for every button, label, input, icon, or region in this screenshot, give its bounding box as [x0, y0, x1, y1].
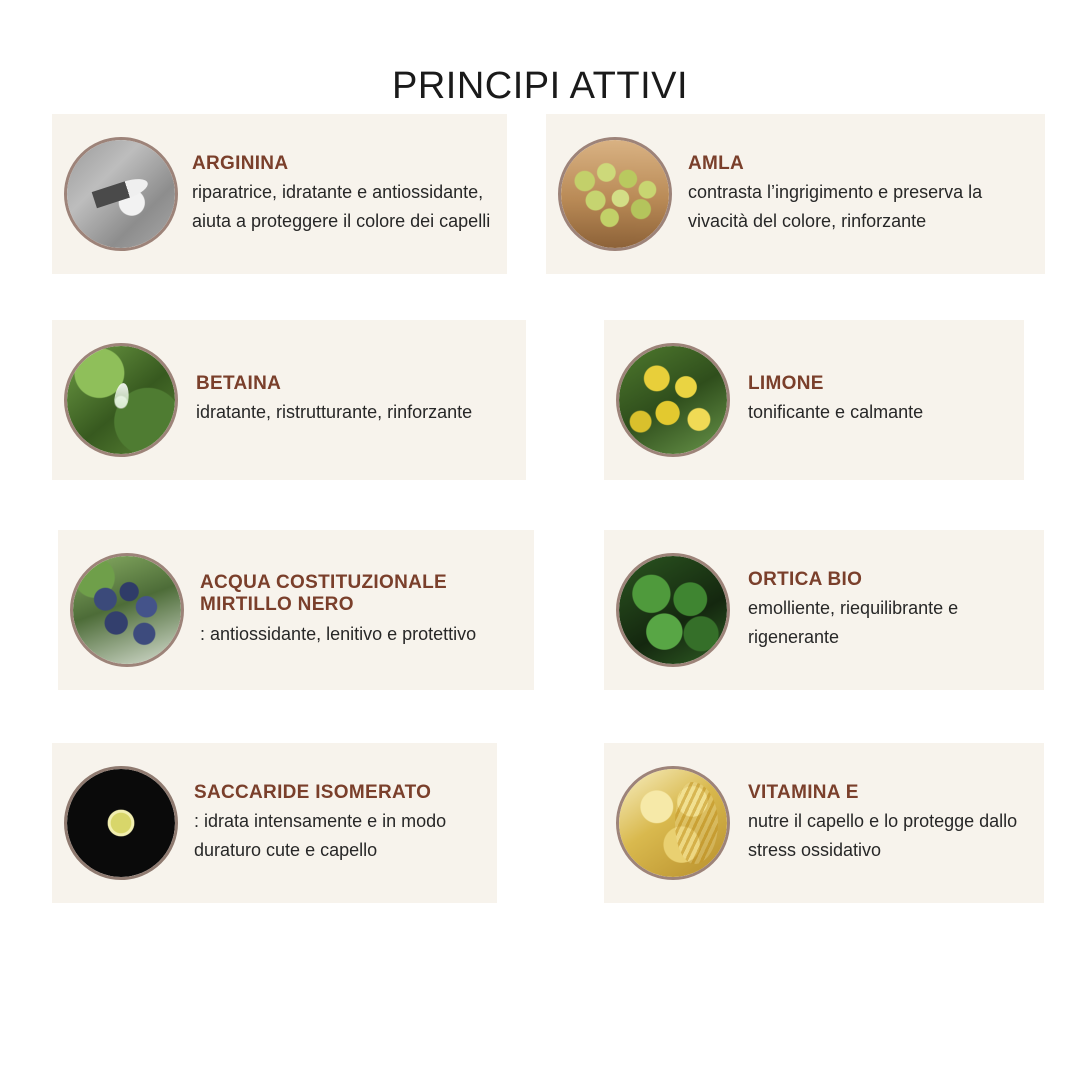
ingredient-card-limone [604, 320, 1024, 480]
arginine-powder-scoop-icon [64, 137, 178, 251]
ingredient-card-body [200, 572, 520, 648]
ingredient-card-ortica-bio [604, 530, 1044, 690]
ingredient-title: BETAINA [196, 373, 282, 395]
ingredient-card-arginina [52, 114, 507, 274]
lemon-tree-icon [616, 343, 730, 457]
ingredient-card-vitamina-e [604, 743, 1044, 903]
blueberries-icon [70, 553, 184, 667]
ingredient-title: SACCARIDE ISOMERATO [194, 781, 432, 803]
ingredient-title: ORTICA BIO [748, 568, 863, 590]
oil-bowl-icon [64, 766, 178, 880]
ingredient-card-body [194, 782, 483, 864]
ingredient-title: VITAMINA E [748, 781, 859, 803]
ingredient-card-body [192, 153, 493, 235]
ingredient-description: idratante, ristrutturante, rinforzante [196, 402, 473, 423]
vitamin-e-capsules-icon [616, 766, 730, 880]
ingredient-card-body [748, 373, 1010, 427]
ingredient-title: ARGININA [192, 152, 289, 174]
ingredient-card-amla [546, 114, 1045, 274]
page-title: PRINCIPI ATTIVI [391, 65, 689, 108]
ingredient-description: emolliente, riequilibrante e rigenerante [748, 598, 959, 647]
ingredient-card-mirtillo-nero [58, 530, 534, 690]
ingredient-description: riparatrice, idratante e antiossidante, aiuta a proteggere il colore dei capelli [192, 182, 491, 231]
ingredient-description: nutre il capello e lo protegge dallo stress ossidativo [748, 811, 1018, 860]
ingredient-description: : idrata intensamente e in modo duraturo cute e capello [194, 811, 447, 860]
water-droplet-leaf-icon [64, 343, 178, 457]
ingredient-card-body [688, 153, 1031, 235]
ingredient-title: ACQUA COSTITUZIONALE MIRTILLO NERO [200, 571, 448, 616]
ingredient-card-saccaride-isomerato [52, 743, 497, 903]
ingredient-description: contrasta l’ingrigimento e preserva la vivacità del colore, rinforzante [688, 182, 983, 231]
ingredient-card-body [748, 782, 1030, 864]
ingredient-card-body [196, 373, 512, 427]
ingredient-card-betaina [52, 320, 526, 480]
ingredient-title: LIMONE [748, 373, 824, 395]
ingredient-description: tonificante e calmante [748, 402, 924, 423]
amla-berries-icon [558, 137, 672, 251]
ingredient-card-body [748, 569, 1030, 651]
ingredient-description: : antiossidante, lenitivo e protettivo [200, 623, 477, 644]
ingredient-title: AMLA [688, 152, 745, 174]
nettle-leaves-icon [616, 553, 730, 667]
